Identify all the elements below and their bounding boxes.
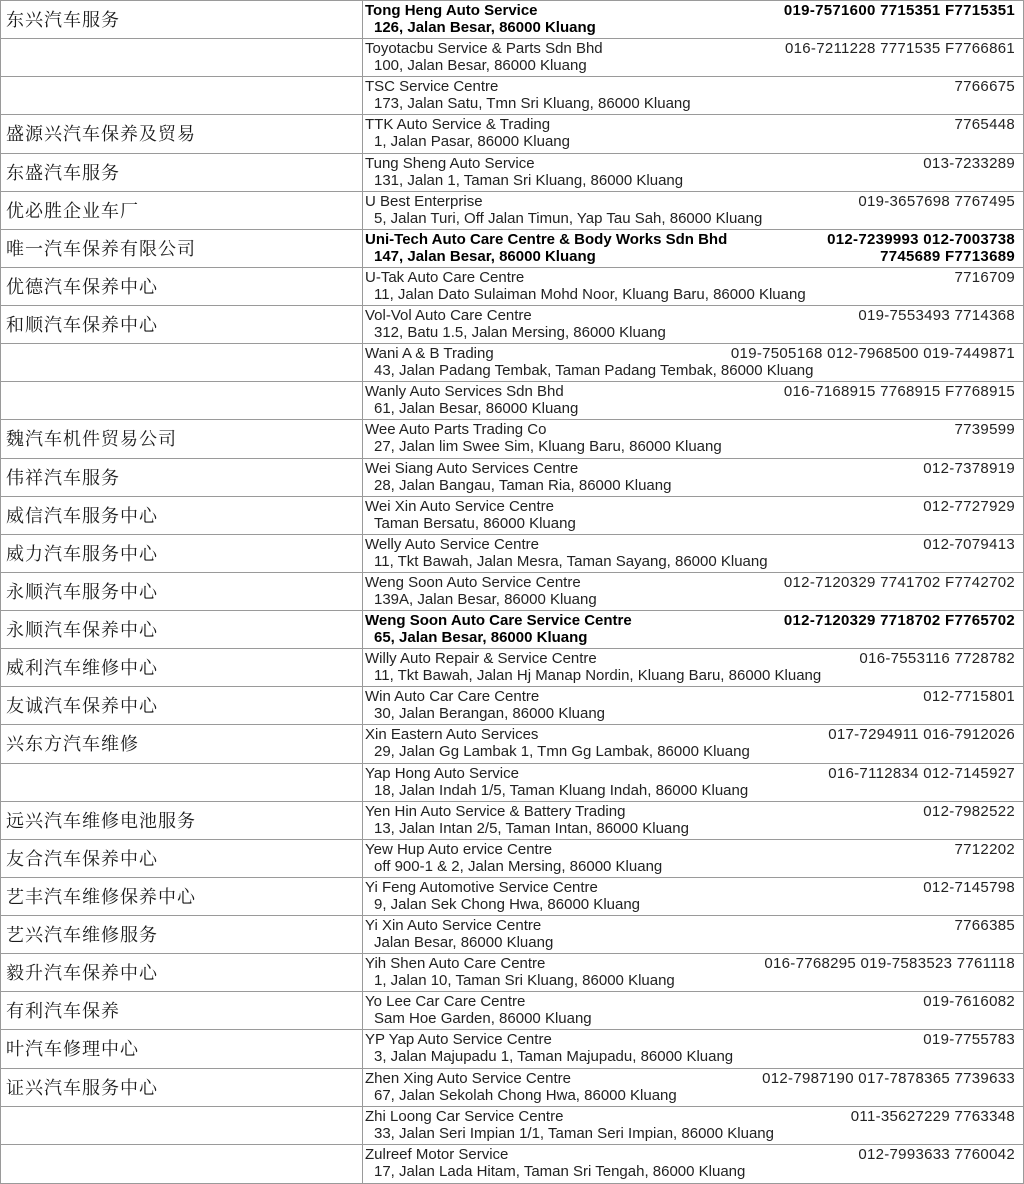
listing-details-cell [362, 39, 1023, 77]
listing-details-cell [362, 535, 1023, 573]
business-name: Zulreef Motor Service [365, 1145, 509, 1163]
chinese-business-name: 魏汽车机件贸易公司 [6, 429, 177, 451]
business-address: 29, Jalan Gg Lambak 1, Tmn Gg Lambak, 86000 Kluang [374, 743, 750, 761]
business-name: Welly Auto Service Centre [365, 535, 539, 553]
chinese-business-name: 证兴汽车服务中心 [6, 1077, 158, 1099]
listing-row [1, 1145, 1023, 1183]
business-name: Weng Soon Auto Service Centre [365, 573, 581, 591]
chinese-business-name: 艺丰汽车维修保养中心 [6, 886, 196, 908]
phone-numbers: 012-7120329 7741702 F7742702 [783, 573, 1015, 591]
listing-details-cell [362, 420, 1023, 458]
business-name: Tung Sheng Auto Service [365, 154, 535, 172]
chinese-business-name: 友合汽车保养中心 [6, 848, 158, 870]
chinese-business-name: 盛源兴汽车保养及贸易 [6, 124, 196, 146]
listing-row [1, 1107, 1023, 1145]
business-address: 3, Jalan Majupadu 1, Taman Majupadu, 86000 Kluang [374, 1048, 734, 1066]
business-name: Yew Hup Auto ervice Centre [365, 840, 553, 858]
business-name: Wei Siang Auto Services Centre [365, 459, 579, 477]
phone-numbers: 012-7079413 [923, 535, 1015, 553]
listing-details-cell [362, 802, 1023, 840]
listing-row [1, 459, 1023, 497]
phone-numbers: 016-7553116 7728782 [859, 650, 1015, 668]
business-address: 312, Batu 1.5, Jalan Mersing, 86000 Kluang [374, 324, 666, 342]
business-address: 43, Jalan Padang Tembak, Taman Padang Tembak, 86000 Kluang [374, 362, 814, 380]
business-address: 33, Jalan Seri Impian 1/1, Taman Seri Impian, 86000 Kluang [374, 1124, 774, 1142]
phone-numbers: 7739599 [954, 421, 1015, 439]
business-name: Xin Eastern Auto Services [365, 726, 539, 744]
phone-numbers: 019-3657698 7767495 [858, 192, 1015, 210]
listing-row [1, 115, 1023, 153]
business-address: 5, Jalan Turi, Off Jalan Timun, Yap Tau Sah, 86000 Kluang [374, 209, 763, 227]
listing-details-cell [362, 573, 1023, 611]
listing-row [1, 725, 1023, 763]
listing-details-cell [362, 382, 1023, 420]
phone-numbers: 7766385 [954, 917, 1015, 935]
listing-details-cell [362, 230, 1023, 268]
business-address: 100, Jalan Besar, 86000 Kluang [374, 57, 587, 75]
listing-details-cell [362, 268, 1023, 306]
listing-row [1, 154, 1023, 192]
listing-row [1, 1069, 1023, 1107]
business-name: Yi Xin Auto Service Centre [365, 917, 542, 935]
business-address: 18, Jalan Indah 1/5, Taman Kluang Indah, 86000 Kluang [374, 781, 749, 799]
listing-details-cell [362, 649, 1023, 687]
listing-row [1, 764, 1023, 802]
business-name: Yo Lee Car Care Centre [365, 993, 526, 1011]
phone-numbers: 019-7755783 [923, 1031, 1015, 1049]
listing-details-cell [362, 115, 1023, 153]
listing-row [1, 382, 1023, 420]
listing-row [1, 306, 1023, 344]
business-name: TSC Service Centre [365, 78, 499, 96]
listing-details-cell [362, 497, 1023, 535]
business-name: Wani A & B Trading [365, 345, 494, 363]
business-address: 139A, Jalan Besar, 86000 Kluang [374, 590, 597, 608]
business-address: 1, Jalan 10, Taman Sri Kluang, 86000 Kluang [374, 972, 675, 990]
phone-numbers: 012-7987190 017-7878365 7739633 [762, 1069, 1015, 1087]
listing-row [1, 573, 1023, 611]
business-address: 13, Jalan Intan 2/5, Taman Intan, 86000 Kluang [374, 819, 689, 837]
listing-details-cell [362, 306, 1023, 344]
business-name: TTK Auto Service & Trading [365, 116, 551, 134]
business-name: U Best Enterprise [365, 192, 483, 210]
business-address: 11, Tkt Bawah, Jalan Mesra, Taman Sayang, 86000 Kluang [374, 552, 768, 570]
listing-row [1, 192, 1023, 230]
listing-row [1, 611, 1023, 649]
phone-numbers: 016-7168915 7768915 F7768915 [783, 383, 1015, 401]
phone-numbers: 012-7993633 7760042 [858, 1145, 1015, 1163]
listing-details-cell [362, 154, 1023, 192]
listing-details-cell [362, 459, 1023, 497]
business-address: 30, Jalan Berangan, 86000 Kluang [374, 705, 606, 723]
listing-details-cell [362, 344, 1023, 382]
business-address: 61, Jalan Besar, 86000 Kluang [374, 400, 579, 418]
business-name: Win Auto Car Care Centre [365, 688, 540, 706]
phone-numbers: 012-7982522 [923, 802, 1015, 820]
listing-details-cell [362, 1145, 1023, 1183]
chinese-business-name: 和顺汽车保养中心 [6, 315, 158, 337]
phone-numbers: 012-7145798 [923, 878, 1015, 896]
listing-details-cell [362, 1069, 1023, 1107]
listing-row [1, 77, 1023, 115]
business-name: Uni-Tech Auto Care Centre & Body Works Sdn Bhd [365, 230, 728, 248]
phone-numbers: 016-7211228 7771535 F7766861 [785, 40, 1015, 58]
business-address: 9, Jalan Sek Chong Hwa, 86000 Kluang [374, 895, 641, 913]
listing-row [1, 344, 1023, 382]
business-name: YP Yap Auto Service Centre [365, 1031, 552, 1049]
chinese-business-name: 叶汽车修理中心 [6, 1039, 139, 1061]
listing-details-cell [362, 687, 1023, 725]
business-name: Yi Feng Automotive Service Centre [365, 878, 598, 896]
chinese-business-name: 威力汽车服务中心 [6, 543, 158, 565]
business-name: Wee Auto Parts Trading Co [365, 421, 547, 439]
chinese-business-name: 友诚汽车保养中心 [6, 696, 158, 718]
business-name: Wanly Auto Services Sdn Bhd [365, 383, 564, 401]
listing-row [1, 954, 1023, 992]
phone-numbers: 017-7294911 016-7912026 [828, 726, 1015, 744]
listing-details-cell [362, 611, 1023, 649]
business-name: Yap Hong Auto Service [365, 764, 519, 782]
business-name: U-Tak Auto Care Centre [365, 268, 525, 286]
listing-details-cell [362, 192, 1023, 230]
listing-details-cell [362, 840, 1023, 878]
business-address: Jalan Besar, 86000 Kluang [374, 934, 554, 952]
listing-row [1, 497, 1023, 535]
listing-row [1, 39, 1023, 77]
chinese-business-name: 威信汽车服务中心 [6, 505, 158, 527]
phone-numbers: 019-7505168 012-7968500 019-7449871 [730, 345, 1015, 363]
phone-numbers: 019-7571600 7715351 F7715351 [783, 2, 1015, 19]
phone-numbers: 7716709 [954, 268, 1015, 286]
business-name: Tong Heng Auto Service [365, 2, 538, 19]
phone-numbers-second-line: 7745689 F7713689 [880, 247, 1015, 265]
business-address: Taman Bersatu, 86000 Kluang [374, 514, 576, 532]
chinese-business-name: 艺兴汽车维修服务 [6, 925, 158, 947]
business-address: 11, Jalan Dato Sulaiman Mohd Noor, Kluang Baru, 86000 Kluang [374, 285, 806, 303]
chinese-business-name: 唯一汽车保养有限公司 [6, 238, 196, 260]
chinese-business-name: 伟祥汽车服务 [6, 467, 120, 489]
listing-details-cell [362, 77, 1023, 115]
business-name: Weng Soon Auto Care Service Centre [365, 612, 632, 630]
listing-details-cell [362, 916, 1023, 954]
listing-row [1, 268, 1023, 306]
listing-row [1, 535, 1023, 573]
chinese-business-name: 优德汽车保养中心 [6, 276, 158, 298]
chinese-business-name: 东兴汽车服务 [6, 10, 120, 31]
listing-details-cell [362, 1030, 1023, 1068]
chinese-business-name: 永顺汽车保养中心 [6, 620, 158, 642]
listing-details-cell [362, 878, 1023, 916]
business-address: 131, Jalan 1, Taman Sri Kluang, 86000 Kluang [374, 171, 684, 189]
business-name: Yen Hin Auto Service & Battery Trading [365, 802, 626, 820]
business-address: 126, Jalan Besar, 86000 Kluang [374, 19, 596, 36]
business-name: Zhi Loong Car Service Centre [365, 1107, 564, 1125]
business-address: 1, Jalan Pasar, 86000 Kluang [374, 133, 570, 151]
listing-row [1, 802, 1023, 840]
business-name: Wei Xin Auto Service Centre [365, 497, 554, 515]
business-address: 27, Jalan lim Swee Sim, Kluang Baru, 86000 Kluang [374, 438, 722, 456]
phone-numbers: 013-7233289 [923, 154, 1015, 172]
listing-row [1, 1030, 1023, 1068]
phone-numbers: 019-7553493 7714368 [858, 307, 1015, 325]
phone-numbers: 011-35627229 7763348 [850, 1107, 1015, 1125]
listing-row [1, 649, 1023, 687]
business-address: 11, Tkt Bawah, Jalan Hj Manap Nordin, Kluang Baru, 86000 Kluang [374, 667, 822, 685]
chinese-business-name: 永顺汽车服务中心 [6, 581, 158, 603]
listing-details-cell [362, 764, 1023, 802]
phone-numbers: 7765448 [954, 116, 1015, 134]
phone-numbers: 012-7715801 [923, 688, 1015, 706]
chinese-business-name: 优必胜企业车厂 [6, 200, 139, 222]
listing-details-cell [362, 1, 1023, 39]
phone-numbers: 7712202 [954, 840, 1015, 858]
business-address: off 900-1 & 2, Jalan Mersing, 86000 Kluang [374, 857, 663, 875]
listing-row [1, 878, 1023, 916]
listing-row [1, 1, 1023, 39]
listing-row [1, 420, 1023, 458]
listing-row [1, 916, 1023, 954]
listing-row [1, 840, 1023, 878]
business-address: Sam Hoe Garden, 86000 Kluang [374, 1010, 592, 1028]
business-name: Willy Auto Repair & Service Centre [365, 650, 597, 668]
chinese-business-name: 毅升汽车保养中心 [6, 963, 158, 985]
business-name: Yih Shen Auto Care Centre [365, 955, 546, 973]
business-address: 67, Jalan Sekolah Chong Hwa, 86000 Kluang [374, 1086, 677, 1104]
phone-numbers: 012-7239993 012-7003738 [827, 230, 1015, 248]
phone-numbers: 012-7120329 7718702 F7765702 [783, 612, 1015, 630]
listing-row [1, 687, 1023, 725]
chinese-business-name: 兴东方汽车维修 [6, 734, 139, 756]
phone-numbers: 016-7112834 012-7145927 [828, 764, 1015, 782]
listing-row [1, 992, 1023, 1030]
listing-details-cell [362, 725, 1023, 763]
listing-details-cell [362, 954, 1023, 992]
phone-numbers: 7766675 [954, 78, 1015, 96]
business-address: 65, Jalan Besar, 86000 Kluang [374, 629, 588, 647]
business-address: 147, Jalan Besar, 86000 Kluang [374, 247, 596, 265]
business-address: 28, Jalan Bangau, Taman Ria, 86000 Kluang [374, 476, 672, 494]
phone-numbers: 016-7768295 019-7583523 7761118 [764, 955, 1015, 973]
business-name: Vol-Vol Auto Care Centre [365, 307, 532, 325]
listing-details-cell [362, 1107, 1023, 1145]
business-address: 173, Jalan Satu, Tmn Sri Kluang, 86000 Kluang [374, 95, 691, 113]
business-address: 17, Jalan Lada Hitam, Taman Sri Tengah, 86000 Kluang [374, 1162, 746, 1180]
phone-numbers: 012-7378919 [923, 459, 1015, 477]
chinese-business-name: 有利汽车保养 [6, 1001, 120, 1023]
chinese-business-name: 东盛汽车服务 [6, 162, 120, 184]
chinese-business-name: 威利汽车维修中心 [6, 658, 158, 680]
listing-row [1, 230, 1023, 268]
phone-numbers: 019-7616082 [923, 993, 1015, 1011]
listing-details-cell [362, 992, 1023, 1030]
phone-numbers: 012-7727929 [923, 497, 1015, 515]
business-name: Zhen Xing Auto Service Centre [365, 1069, 571, 1087]
business-name: Toyotacbu Service & Parts Sdn Bhd [365, 40, 603, 58]
chinese-business-name: 远兴汽车维修电池服务 [6, 810, 196, 832]
